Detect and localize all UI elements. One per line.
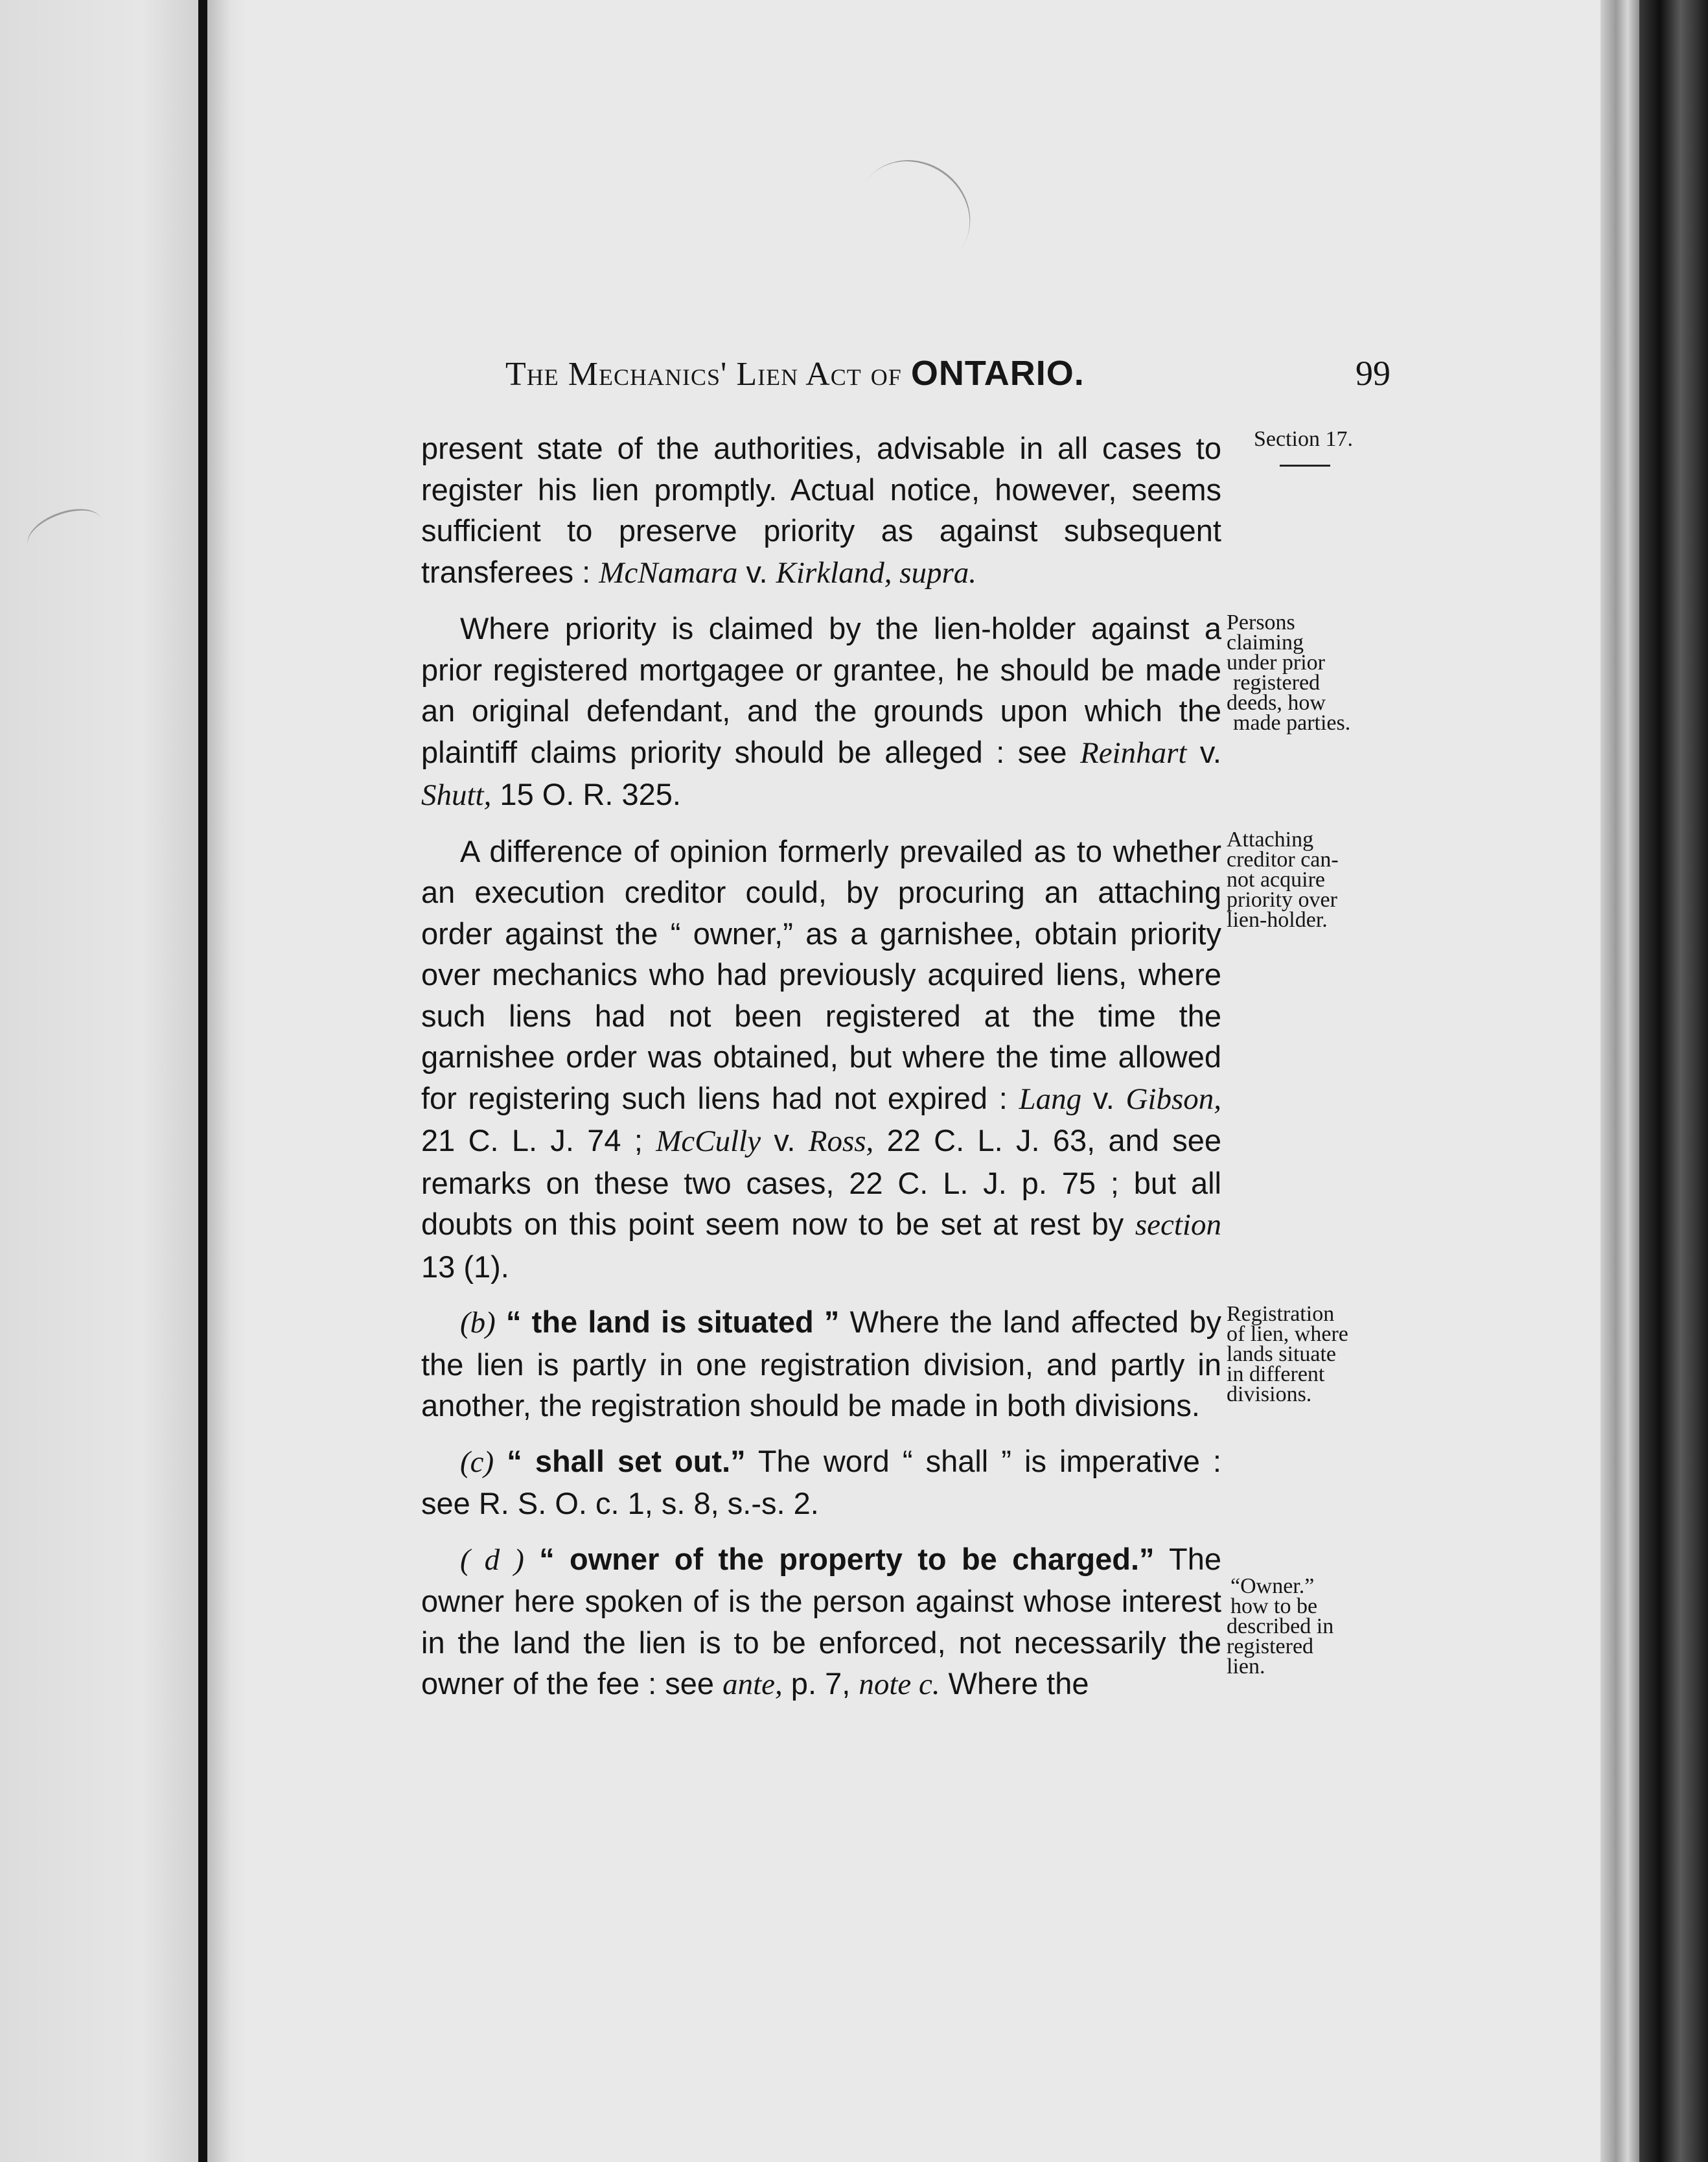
paragraph-d	[421, 1539, 1221, 1706]
margin-note-line: registered	[1233, 671, 1321, 695]
margin-note-line: how to be	[1230, 1594, 1318, 1618]
margin-note-section	[1254, 429, 1353, 449]
book-cover-edge	[1639, 0, 1708, 2162]
body-text	[421, 428, 1221, 1720]
paragraph-b	[421, 1301, 1221, 1426]
paragraph-c	[421, 1441, 1221, 1524]
margin-note-line: registered	[1227, 1634, 1314, 1658]
margin-note-line: Registration	[1227, 1302, 1335, 1326]
case-citation: Shutt,	[421, 778, 492, 812]
page-edges	[1600, 0, 1639, 2162]
margin-note-line: priority over	[1227, 888, 1337, 912]
clause-marker: ( d )	[460, 1542, 524, 1577]
paragraph-1	[421, 428, 1221, 594]
margin-note-registration	[1227, 1304, 1348, 1404]
margin-note-line: not acquire	[1227, 868, 1325, 892]
margin-note-line: Attaching	[1227, 828, 1314, 852]
left-facing-page	[0, 0, 202, 2162]
margin-note-line: claiming	[1227, 631, 1304, 655]
statute-reference: section	[1135, 1208, 1221, 1242]
paragraph-text: The word “ shall ” is imperative : see R. S. O. c. 1, s. 8, s.-s. 2.	[421, 1443, 1221, 1520]
case-citation: Reinhart	[1079, 736, 1187, 770]
margin-note-line: under prior	[1227, 651, 1326, 675]
paragraph-text: 22 C. L. J. 63, and see remarks on these two cases, 22 C. L. J. p. 75 ; but all doubts on this point seem now to be set at rest by	[421, 1123, 1222, 1241]
paragraph-2	[421, 608, 1221, 817]
cross-reference: note c.	[859, 1668, 940, 1701]
margin-note-line: in different	[1227, 1362, 1325, 1386]
cross-reference: ante,	[722, 1668, 783, 1701]
margin-note-line: “Owner.”	[1230, 1574, 1315, 1598]
report-reference: 21 C. L. J. 74 ;	[421, 1123, 656, 1157]
versus: v.	[761, 1123, 809, 1157]
defined-term: “ the land is situated ”	[495, 1305, 840, 1339]
paragraph-text: The owner here spoken of is the person against whose interest in the land the lien is to be enforced, not necessarily the owner of the fee : see	[421, 1541, 1222, 1701]
case-citation: Ross,	[808, 1124, 874, 1158]
margin-note-line: made parties.	[1233, 711, 1351, 735]
book-gutter	[198, 0, 207, 2162]
margin-note-line: lands situate	[1227, 1342, 1337, 1366]
margin-note-attaching	[1227, 830, 1339, 930]
margin-note-line: described in	[1227, 1614, 1334, 1638]
versus: v.	[1186, 734, 1221, 769]
margin-note-persons	[1227, 612, 1350, 733]
running-head-province: ONTARIO.	[910, 354, 1085, 393]
statute-number: 13 (1).	[421, 1249, 509, 1284]
margin-note-line: Section 17.	[1254, 427, 1353, 451]
case-citation: McCully	[656, 1124, 761, 1158]
margin-note-line: lien-holder.	[1227, 908, 1328, 932]
margin-note-line: lien.	[1227, 1655, 1265, 1679]
page-number: 99	[1356, 354, 1391, 393]
page-reference: p. 7,	[782, 1666, 859, 1701]
case-citation: Lang	[1019, 1082, 1082, 1116]
paragraph-3	[421, 831, 1221, 1288]
paragraph-text: Where the land affected by the lien is partly in one registration division, and partly in another, the registration should be made in both divisions.	[421, 1305, 1222, 1423]
report-reference: 15 O. R. 325.	[491, 777, 681, 811]
margin-note-owner	[1227, 1576, 1333, 1677]
margin-note-line: deeds, how	[1227, 691, 1326, 715]
running-head-title: The Mechanics' Lien Act of	[505, 356, 911, 393]
running-head	[505, 353, 1085, 393]
paragraph-text: Where the	[940, 1666, 1089, 1701]
margin-note-line: of lien, where	[1227, 1322, 1348, 1346]
section-rule	[1280, 465, 1330, 467]
margin-note-line: divisions.	[1227, 1382, 1312, 1406]
margin-note-line: creditor can-	[1227, 848, 1339, 872]
paragraph-text: Where priority is claimed by the lien-holder against a prior registered mortgagee or grantee, he should be made an original defendant, and the grounds upon which the plaintiff claims priority should be alleged : see	[421, 611, 1221, 769]
case-citation: Kirkland, supra.	[776, 555, 977, 590]
clause-marker: (c)	[460, 1445, 494, 1479]
defined-term: “ shall set out.”	[494, 1443, 746, 1478]
paragraph-text: A difference of opinion formerly prevailed as to whether an execution creditor could, by procuring an attaching order against the “ owner,” as a garnishee, obtain priority over mechanics who had previously acquired liens, where such liens had not been registered at the time the garnishee order was obtained, but where the time allowed for registering such liens had not expired :	[421, 833, 1221, 1115]
clause-marker: (b)	[460, 1306, 496, 1340]
paragraph-text: present state of the authorities, advisable in all cases to register his lien promptly. Actual notice, however, seems sufficient to preserve priority as against subsequent transferees :	[421, 431, 1221, 589]
case-citation: Gibson,	[1125, 1082, 1222, 1116]
case-citation: McNamara	[599, 555, 738, 590]
defined-term: “ owner of the property to be charged.”	[524, 1541, 1155, 1576]
gutter-shadow	[207, 0, 246, 2162]
margin-note-line: Persons	[1227, 610, 1295, 634]
versus: v.	[1081, 1080, 1126, 1115]
versus: v.	[737, 554, 776, 589]
